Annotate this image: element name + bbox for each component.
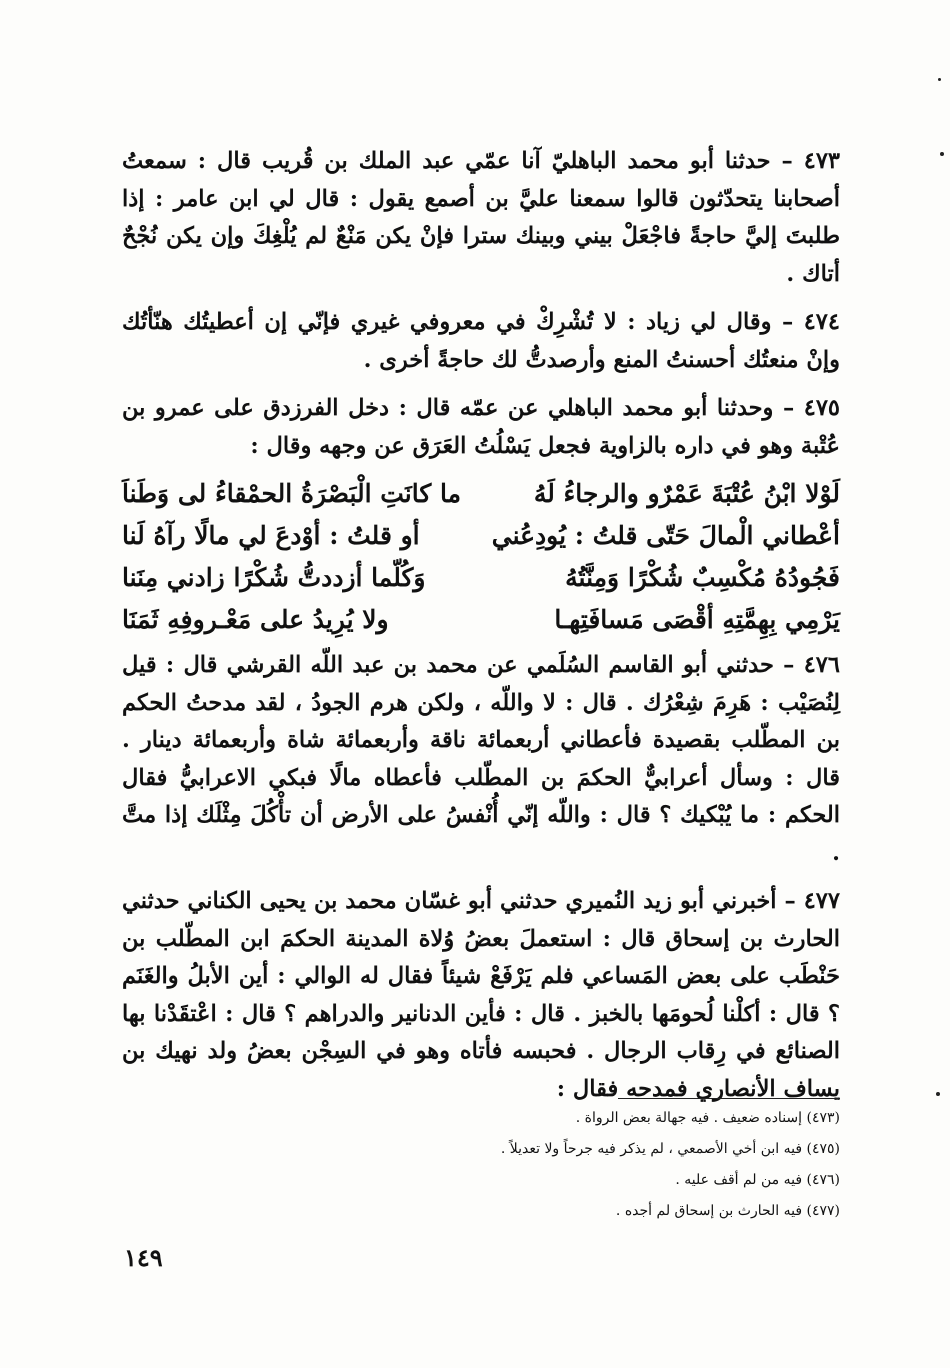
footnote: (٤٧٥) فيه ابن أخي الأصمعي ، لم يذكر فيه جرحاً ولا تعديلاً .	[500, 1141, 840, 1157]
paragraph-473	[122, 143, 840, 293]
paragraph-text: – وحدثنا أبو محمد الباهلي عن عمّه قال : دخل الفرزدق على عمرو بن عُتْبة وهو في داره بالزاوية فجعل يَسْلُتُ العَرَق عن وجهه وقال :	[122, 395, 840, 459]
verse-second-hemistich: ولا يُرِيدُ على مَعْـروفِهِ ثَمَنَا	[122, 605, 389, 634]
paragraph-number: ٤٧٦	[803, 652, 840, 678]
footnote: (٤٧٣) إسناده ضعيف . فيه جهالة بعض الرواة .	[575, 1110, 840, 1126]
verse-first-hemistich: يَرْمِي بِهِمَّتِهِ أقْصَى مَسافَتِهـا	[554, 605, 840, 634]
paragraph-text: – حدثني أبو القاسم السُلَمي عن محمد بن عبد اللّه القرشي قال : قيل لِنُصَيْب : هَرِمَ شِعْرُك . قال : لا واللّه ، ولكن هرم الجودُ ، لقد مدحتُ الحكم بن المطّلب بقصيدة فأعطاني أربعمائة ناقة وأربعمائة شاة وأربعمائة دينار . قال : وسأل أعرابيٌّ الحكمَ بن المطّلب فأعطاه مالًا فبكي الاعرابيُّ فقال الحكم : ما يُبْكيك ؟ قال : واللّه إنّي أُنْفسُ على الأرض أن تأْكُلَ مِثْلَك إذا متَّ .	[122, 652, 840, 866]
poem-verse	[122, 599, 840, 641]
scan-speck	[936, 1092, 940, 1096]
poem	[122, 473, 840, 641]
verse-second-hemistich: وَكُلّما أزددتُّ شُكْرًا زادني مِنَنا	[122, 563, 426, 592]
verse-first-hemistich: أعْطاني الْمالَ حَتّى قلتُ : يُودِعُني	[491, 521, 840, 550]
verse-first-hemistich: لَوْلا ابْنُ عُتْبَةَ عَمْرٌو والرجاءُ لَهُ	[533, 479, 840, 508]
scan-speck	[940, 152, 944, 156]
paragraph-text: – وقال لي زياد : لا تُشْرِكْ في معروفي غيري فإنّي إن أعطيتُك هنّأتُك وإنْ منعتُك أحسنتُ المنع وأرصدتُّ لك حاجةً أخرى .	[122, 309, 840, 373]
paragraph-number: ٤٧٥	[803, 395, 840, 421]
footnote: (٤٧٧) فيه الحارث بن إسحاق لم أجده .	[615, 1203, 840, 1219]
footnotes	[300, 1103, 840, 1227]
paragraph-475	[122, 390, 840, 465]
paragraph-476	[122, 647, 840, 872]
paragraph-number: ٤٧٧	[803, 888, 840, 914]
footnote: (٤٧٦) فيه من لم أقف عليه .	[675, 1172, 840, 1188]
paragraph-number: ٤٧٣	[803, 148, 840, 174]
page-number: ١٤٩	[124, 1243, 163, 1272]
verse-second-hemistich: أو قلتُ : أوْدعَ لي مالًا رآهُ لَنا	[122, 521, 420, 550]
poem-verse	[122, 557, 840, 599]
paragraph-number: ٤٧٤	[803, 309, 840, 335]
poem-verse	[122, 515, 840, 557]
main-text	[122, 143, 840, 1119]
verse-second-hemistich: ما كانَتِ الْبَصْرَةُ الحمْقاءُ لى وَطَناَ	[122, 479, 461, 508]
footnote-divider	[618, 1098, 840, 1099]
paragraph-text: – أخبرني أبو زيد النُميري حدثني أبو غسّان محمد بن يحيى الكناني حدثني الحارث بن إسحاق قال : استعملَ بعضُ وُلاة المدينة الحكمَ ابن المطّلب بن حَنْطَب على بعض المَساعي فلم يَرْفَعْ شيئاً فقال له الوالي : أين الأبلُ والغَنَم ؟ قال : أكلْنا لُحومَها بالخبز . قال : فأين الدنانير والدراهم ؟ قال : اعْتقَدْنا بها الصنائع في رِقاب الرجال . فحبسه فأتاه وهو في السِجْن بعضُ ولد نهيك بن يساف الأنصاري فمدحه فقال :	[122, 888, 840, 1102]
paragraph-474	[122, 304, 840, 379]
scan-speck	[938, 78, 941, 81]
paragraph-477	[122, 883, 840, 1108]
poem-verse	[122, 473, 840, 515]
paragraph-text: – حدثنا أبو محمد الباهليّ آنا عمّي عبد الملك بن قُريب قال : سمعتُ أصحابنا يتحدّثون قالوا سمعنا عليَّ بن أصمع يقول : قال لي ابن عامر : إذا طلبتَ إليَّ حاجةً فاجْعَلْ بيني وبينك سترا فإنْ يكن مَنْعٌ لم يُلْغِكَ وإن يكن نُجْحٌ أتاك .	[122, 148, 840, 287]
verse-first-hemistich: فَجُودُهُ مُكْسِبٌ شُكْرًا وَمِنَّتُهُ	[565, 563, 840, 592]
